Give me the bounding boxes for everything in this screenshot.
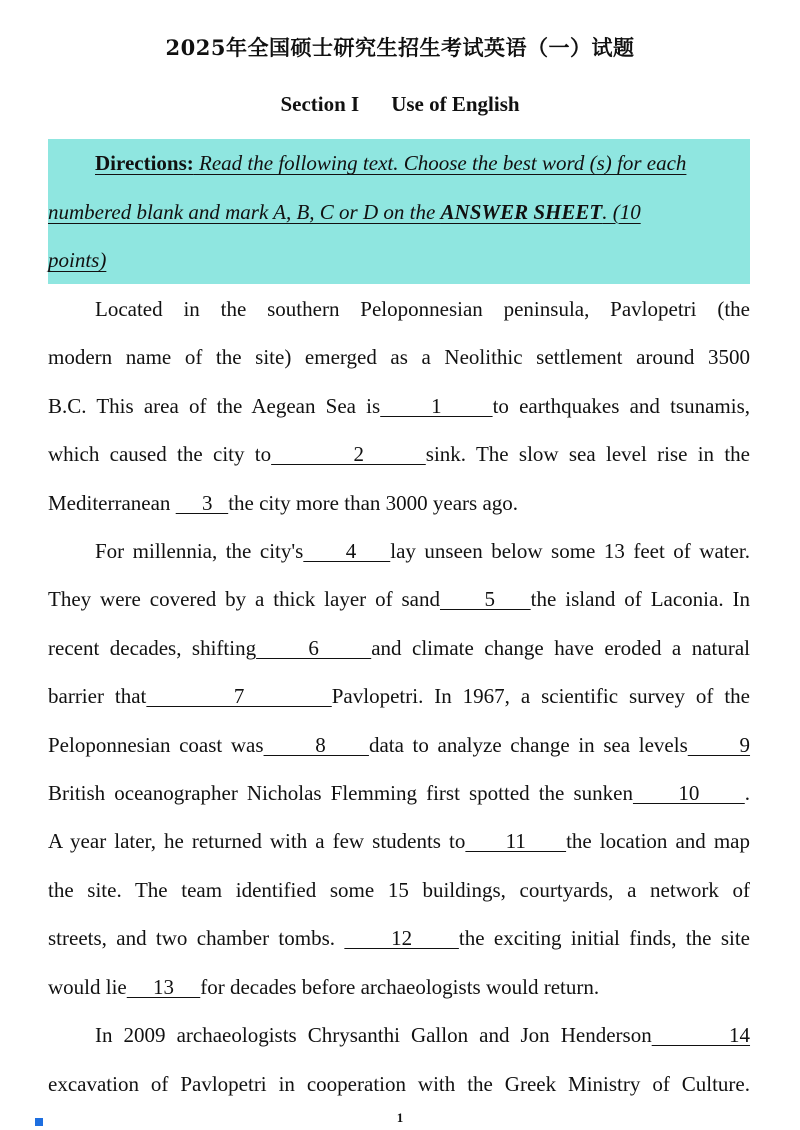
blank-9: 9 <box>687 732 751 757</box>
passage-line: In 2009 archaeologists Chrysanthi Gallon and Jon Henderson 14 <box>95 1023 751 1048</box>
blank-13: 13 <box>126 974 201 999</box>
passage-line: recent decades, shifting 6 and climate change have eroded a natural <box>48 635 751 660</box>
passage-line: barrier that 7 Pavlopetri. In 1967, a scientific survey of the <box>48 684 750 709</box>
passage-line: the site. The team identified some 15 buildings, courtyards, a network of <box>48 877 750 902</box>
blank-1: 1 <box>380 393 493 418</box>
passage-line: They were covered by a thick layer of sand 5 the island of Laconia. In <box>48 587 750 612</box>
passage-line: British oceanographer Nicholas Flemming first spotted the sunken 10 . <box>48 781 751 806</box>
blank-10: 10 <box>632 781 745 806</box>
corner-marker-icon <box>35 1118 43 1126</box>
directions-line-1 <box>48 139 750 188</box>
directions-box <box>48 139 750 284</box>
blank-11: 11 <box>465 829 567 854</box>
passage-line: B.C. This area of the Aegean Sea is 1 to earthquakes and tsunamis, <box>48 393 751 418</box>
blank-6: 6 <box>256 635 372 660</box>
passage-line: modern name of the site) emerged as a Neolithic settlement around 3500 <box>48 345 750 370</box>
passage-line: excavation of Pavlopetri in cooperation with the Greek Ministry of Culture. <box>48 1071 750 1096</box>
blank-4: 4 <box>303 539 391 564</box>
passage-line: which caused the city to 2 sink. The slow sea level rise in the <box>48 442 750 467</box>
blank-14: 14 <box>651 1023 751 1048</box>
blank-3: 3 <box>175 490 229 515</box>
page-number: 1 <box>396 1110 404 1125</box>
passage-line: streets, and two chamber tombs. 12 the exciting initial finds, the site <box>48 926 750 951</box>
directions-line-2: numbered blank and mark A, B, C or D on the ANSWER SHEET. (10 <box>48 199 641 224</box>
exam-title: 2025年全国硕士研究生招生考试英语（一）试题 <box>165 35 635 60</box>
blank-7: 7 <box>146 684 332 709</box>
passage-line: would lie 13 for decades before archaeologists would return. <box>48 974 600 999</box>
passage-line: Mediterranean 3 the city more than 3000 years ago. <box>48 490 519 515</box>
passage-line: Located in the southern Peloponnesian peninsula, Pavlopetri (the <box>95 297 750 321</box>
blank-2: 2 <box>271 442 426 467</box>
section-heading <box>0 92 800 117</box>
directions-text-1: Read the following text. Choose the best word (s) for each <box>199 151 687 175</box>
blank-8: 8 <box>263 732 369 757</box>
answer-sheet-label: ANSWER SHEET <box>440 199 603 224</box>
passage-line: For millennia, the city's 4 lay unseen below some 13 feet of water. <box>95 539 751 564</box>
directions-label: Directions: <box>95 151 194 175</box>
section-label: Section I <box>280 92 360 116</box>
section-name: Use of English <box>391 92 520 116</box>
directions-line-3: points) <box>48 248 107 272</box>
passage-line: Peloponnesian coast was 8 data to analyze change in sea levels 9 <box>48 732 751 757</box>
blank-12: 12 <box>344 926 459 951</box>
blank-5: 5 <box>439 587 531 612</box>
passage-line: A year later, he returned with a few students to 11 the location and map <box>48 829 750 854</box>
passage <box>48 285 750 1108</box>
